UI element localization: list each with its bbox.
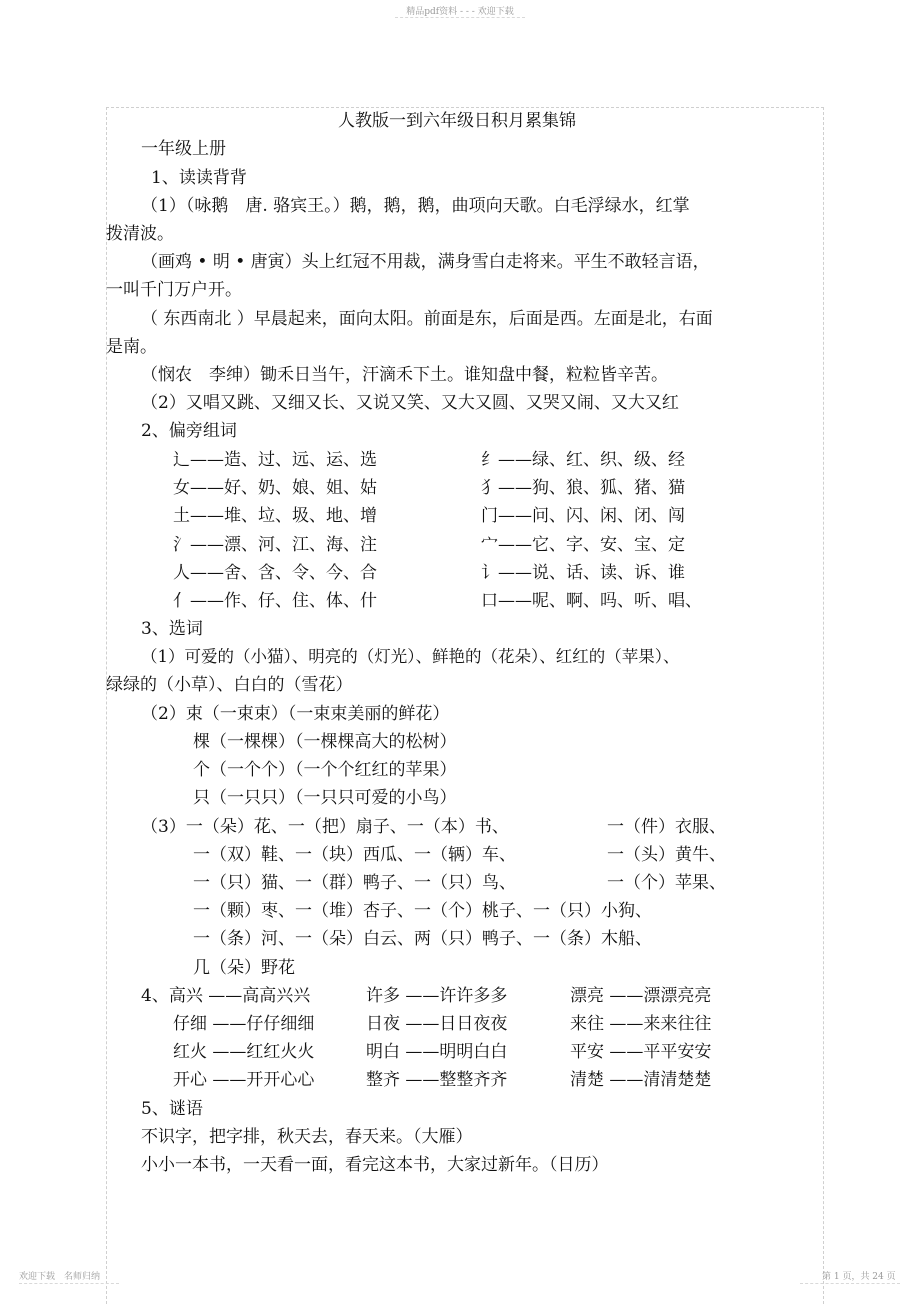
reduplication-item: 许多 ——许许多多: [366, 986, 508, 1006]
page-number: 第 1 页，共 24 页: [822, 1272, 896, 1282]
radical-row: 讠——说、话、读、诉、谁: [481, 563, 685, 583]
reduplication-item: 明白 ——明明白白: [366, 1042, 508, 1062]
reduplication-item: 日夜 ——日日夜夜: [366, 1014, 508, 1034]
poem-line: 一叫千门万户开。: [106, 280, 242, 300]
reduplication-item: 红火 ——红红火火: [173, 1042, 315, 1062]
measure-word-line: 一（头）黄牛、: [607, 845, 726, 865]
measure-word-line: 一（只）猫、一（群）鸭子、一（只）鸟、: [193, 873, 516, 893]
header-divider: [395, 17, 525, 18]
phrase-line: （2）又唱又跳、又细又长、又说又笑、又大又圆、又哭又闹、又大又红: [141, 393, 679, 413]
radical-row: 人——舍、含、令、今、合: [173, 563, 377, 583]
radical-row: 纟——绿、红、织、级、经: [481, 450, 685, 470]
reduplication-item: 平安 ——平平安安: [570, 1042, 712, 1062]
poem-line: （画鸡 • 明 • 唐寅）头上红冠不用裁，满身雪白走将来。平生不敢轻言语，: [141, 252, 710, 272]
radical-row: 宀——它、字、安、宝、定: [481, 535, 685, 555]
measure-word-line: 一（双）鞋、一（块）西瓜、一（辆）车、: [193, 845, 516, 865]
reduplication-item: 开心 ——开开心心: [173, 1070, 315, 1090]
radical-row: 土——堆、垃、圾、地、增: [173, 506, 377, 526]
reduplication-item: 整齐 ——整整齐齐: [366, 1070, 508, 1090]
poem-line: （ 东西南北 ）早晨起来，面向太阳。前面是东，后面是西。左面是北，右面: [141, 309, 713, 329]
measure-word-line: 棵（一棵棵）（一棵棵高大的松树）: [193, 732, 457, 752]
radical-row: 女——好、奶、娘、姐、姑: [173, 478, 377, 498]
radical-row: 辶——造、过、远、运、选: [173, 450, 377, 470]
measure-word-line: 一（条）河、一（朵）白云、两（只）鸭子、一（条）木船、: [193, 929, 652, 949]
section-heading-riddles: 5、谜语: [141, 1099, 203, 1119]
footer-left: 欢迎下载 名师归纳: [19, 1272, 101, 1282]
reduplication-item: 清楚 ——清清楚楚: [570, 1070, 712, 1090]
riddle-line: 小小一本书，一天看一面，看完这本书，大家过新年。（日历）: [141, 1155, 609, 1175]
riddle-line: 不识字，把字排，秋天去，春天来。（大雁）: [141, 1127, 473, 1147]
reduplication-item: 漂亮 ——漂漂亮亮: [570, 986, 712, 1006]
measure-word-line: 几（朵）野花: [193, 958, 295, 978]
measure-word-line: 一（颗）枣、一（堆）杏子、一（个）桃子、一（只）小狗、: [193, 901, 652, 921]
poem-line: 拨清波。: [106, 224, 174, 244]
reduplication-item: 来往 ——来来往往: [570, 1014, 712, 1034]
radical-row: 犭——狗、狼、狐、猪、猫: [481, 478, 685, 498]
radical-row: 亻——作、仔、住、体、什: [173, 591, 377, 611]
document-title: 人教版一到六年级日积月累集锦: [338, 111, 576, 131]
radical-row: 口——呢、啊、吗、听、唱、: [481, 591, 702, 611]
measure-word-line: 一（个）苹果、: [607, 873, 726, 893]
poem-line: （1）（咏鹅 唐. 骆宾王。）鹅，鹅，鹅，曲项向天歌。白毛浮绿水，红掌: [141, 196, 690, 216]
reduplication-item: 4、高兴 ——高高兴兴: [141, 986, 311, 1006]
poem-line: 是南。: [106, 337, 157, 357]
section-heading-word-choice: 3、选词: [141, 619, 203, 639]
measure-word-line: （3）一（朵）花、一（把）扇子、一（本）书、: [141, 817, 509, 837]
poem-line: （悯农 李绅）锄禾日当午，汗滴禾下土。谁知盘中餐，粒粒皆辛苦。: [141, 365, 668, 385]
reduplication-item: 仔细 ——仔仔细细: [173, 1014, 315, 1034]
measure-word-line: 个（一个个）（一个个红红的苹果）: [193, 760, 457, 780]
section-heading-radicals: 2、偏旁组词: [141, 421, 237, 441]
word-choice-line: 绿绿的（小草）、白白的（雪花）: [106, 675, 353, 695]
measure-word-line: 一（件）衣服、: [607, 817, 726, 837]
footer-divider: [19, 1283, 119, 1284]
radical-row: 门——问、闪、闲、闭、闯: [481, 506, 685, 526]
section-heading-recite: 1、读读背背: [151, 168, 247, 188]
grade-heading: 一年级上册: [141, 139, 226, 159]
footer-divider: [800, 1283, 900, 1284]
word-choice-line: （1）可爱的（小猫）、明亮的（灯光）、鲜艳的（花朵）、红红的（苹果）、: [141, 647, 680, 666]
radical-row: 氵——漂、河、江、海、注: [173, 535, 377, 555]
measure-word-line: 只（一只只）（一只只可爱的小鸟）: [193, 788, 457, 808]
page-header: 精品pdf资料 - - - 欢迎下载: [406, 7, 514, 17]
measure-word-line: （2）束（一束束）（一束束美丽的鲜花）: [141, 704, 450, 724]
